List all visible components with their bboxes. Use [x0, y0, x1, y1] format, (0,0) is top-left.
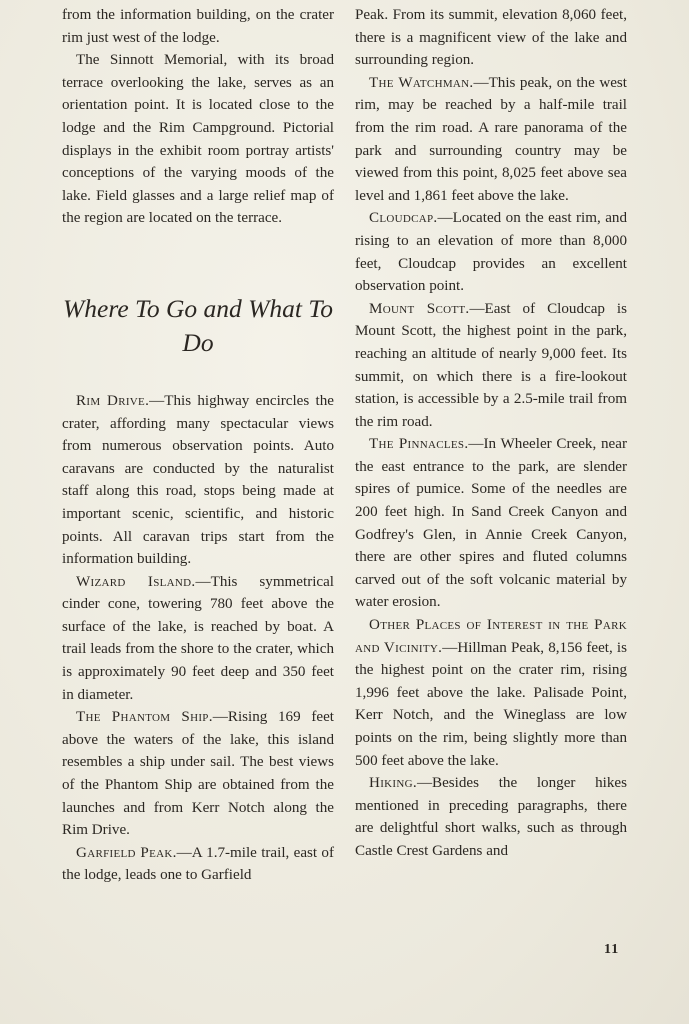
- paragraph-text: —This peak, on the west rim, may be reached by a half-mile trail from the rim road. A rare panorama of the park and surrounding country may be viewed from this point, 8,025 feet above sea level and 1,861 feet above the lake.: [355, 74, 627, 204]
- left-column: [62, 4, 334, 887]
- paragraph-text: —Located on the east rim, and rising to an elevation of more than 8,000 feet, Cloudcap provides an excellent observation point.: [355, 210, 627, 295]
- paragraph-continuation: Peak. From its summit, elevation 8,060 feet, there is a magnificent view of the lake and surrounding region.: [355, 7, 627, 69]
- page-number: 11: [604, 942, 620, 957]
- run-in-title-watchman: The Watchman.: [369, 74, 474, 91]
- run-in-title-pinnacles: The Pinnacles.: [369, 436, 469, 453]
- paragraph-text: —A 1.7-mile trail, east of the lodge, leads one to Garfield: [62, 844, 334, 884]
- right-column: [355, 4, 627, 863]
- paragraph-pinnacles: [355, 433, 627, 614]
- paragraph-continuation: from the information building, on the crater rim just west of the lodge.: [62, 7, 334, 46]
- paragraph-phantom-ship: [62, 706, 334, 842]
- paragraph-wizard-island: [62, 571, 334, 707]
- paragraph-hiking: [355, 772, 627, 862]
- run-in-title-garfield-peak: Garfield Peak.: [76, 844, 177, 861]
- paragraph-rim-drive: [62, 390, 334, 571]
- paragraph-text: —This symmetrical cinder cone, towering 780 feet above the surface of the lake, is reached by boat. A trail leads from the shore to the crater, which is approximately 90 feet deep and 350 feet in diameter.: [62, 573, 335, 703]
- paragraph-text: —Hillman Peak, 8,156 feet, is the highest point on the crater rim, rising 1,996 feet above the lake. Palisade Point, Kerr Notch, and the Wineglass are low points on the rim, being slightly more than 500 feet above the lake.: [355, 639, 627, 769]
- run-in-title-mount-scott: Mount Scott.: [369, 300, 470, 317]
- run-in-title-rim-drive: Rim Drive.: [76, 392, 150, 409]
- run-in-title-cloudcap: Cloudcap.: [369, 210, 438, 227]
- paragraph-sinnott-memorial: The Sinnott Memorial, with its broad terrace overlooking the lake, serves as an orientation point. It is located close to the lodge and the Rim Campground. Pictorial displays in the exhibit room portray artists' conceptions of the varying moods of the lake. Field glasses and a large relief map of the region are located on the terrace.: [62, 52, 334, 227]
- paragraph-text: —This highway encircles the crater, affording many spectacular views from numerous observation points. Auto caravans are conducted by the naturalist staff along this road, stops being made at important scenic, scientific, and historic points. All caravan trips start from the information building.: [62, 392, 334, 568]
- paragraph-mount-scott: [355, 298, 627, 434]
- paragraph-cloudcap: [355, 207, 627, 297]
- paragraph-garfield-peak: [62, 842, 334, 887]
- paragraph-other-places: [355, 614, 627, 772]
- paragraph-text: —Rising 169 feet above the waters of the lake, this island resembles a ship under sail. The best views of the Phantom Ship are obtained from the launches and from Kerr Notch along the Rim Drive.: [62, 709, 334, 839]
- paragraph-text: —East of Cloudcap is Mount Scott, the highest point in the park, reaching an altitude of nearly 9,000 feet. Its summit, on which there is a fire-lookout station, is accessible by a 2.5-mile trail from the rim road.: [355, 300, 627, 430]
- run-in-title-wizard-island: Wizard Island.: [76, 573, 196, 590]
- paragraph-watchman: [355, 72, 627, 208]
- paragraph-text: —In Wheeler Creek, near the east entrance to the park, are slender spires of pumice. Some of the needles are 200 feet high. In Sand Creek Canyon and Godfrey's Glen, in Annie Creek Canyon, there are other spires and fluted columns carved out of the soft volcanic material by water erosion.: [355, 436, 627, 611]
- run-in-title-hiking: Hiking.: [369, 775, 417, 792]
- run-in-title-phantom-ship: The Phantom Ship.: [76, 709, 213, 726]
- paragraph-text: —Besides the longer hikes mentioned in preceding paragraphs, there are delightful short walks, such as through Castle Crest Gardens and: [355, 775, 627, 859]
- run-in-title-other-places: Other Places of Interest in the Park and Vicinity.: [355, 617, 627, 656]
- section-heading: Where To Go and What To Do: [63, 293, 333, 357]
